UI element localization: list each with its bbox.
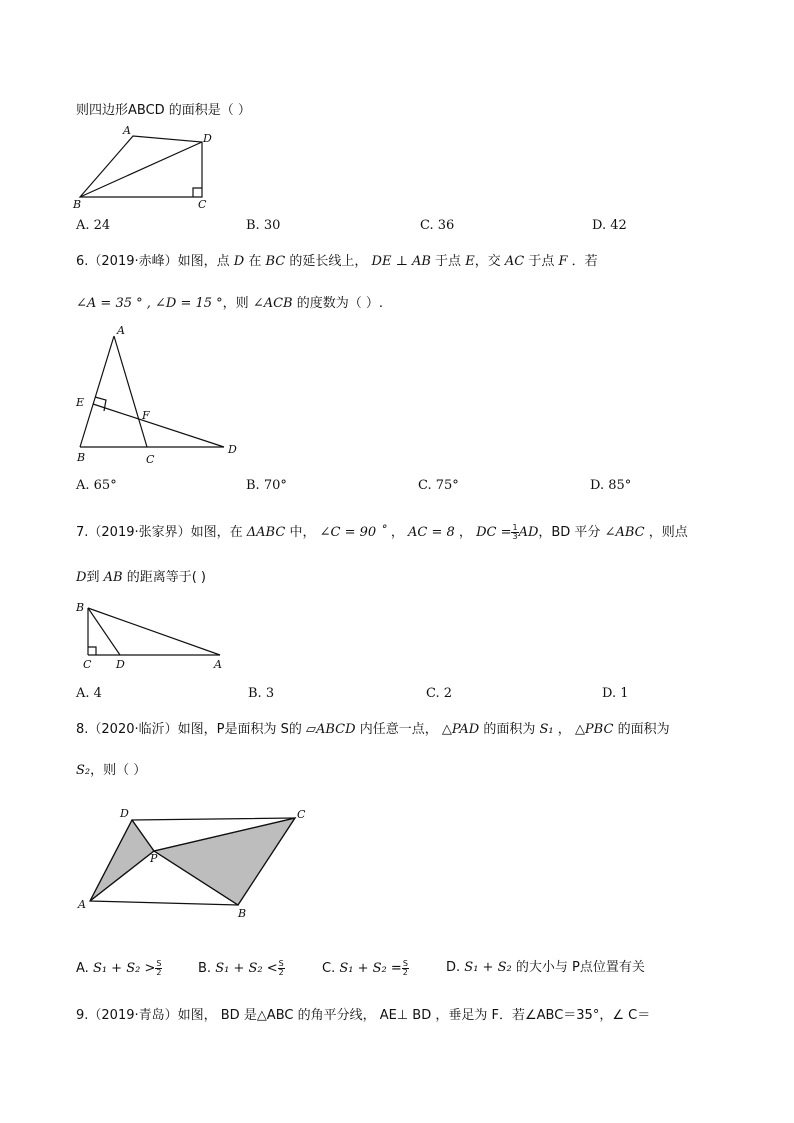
q6-label-F: F: [142, 409, 150, 422]
q8-option-a[interactable]: A. S₁ + S₂ > $\frac{S}{2}$: [76, 959, 162, 977]
q8-label-C: C: [297, 808, 306, 821]
q6-option-d[interactable]: D. 85°: [590, 478, 632, 493]
q7-stem-line1: 7.（2019·张家界）如图，在 ΔABC 中， ∠C = 90 ˚ ， AC = 8 ， DC = $\frac{1}{3}$ AD，BD 平分 ∠ABC ，则点: [76, 523, 688, 541]
q5-label-C: C: [198, 198, 207, 211]
q5-option-c[interactable]: C. 36: [420, 218, 455, 233]
q8-option-c[interactable]: C. S₁ + S₂ = $\frac{S}{2}$: [322, 959, 408, 977]
q8-stem-line1: 8.（2020·临沂）如图，P是面积为 S的 ▱ABCD 内任意一点， △PAD 的面积为 S₁ ， △PBC 的面积为: [76, 722, 670, 737]
q8-label-B: B: [238, 907, 247, 920]
q6-label-A: A: [117, 324, 125, 337]
q7-option-c[interactable]: C. 2: [426, 686, 453, 701]
q5-option-d[interactable]: D. 42: [592, 218, 627, 233]
q7-label-B: B: [76, 601, 85, 614]
q8-stem-line2: S₂，则（ ）: [76, 763, 147, 778]
q8-label-D: D: [120, 807, 129, 820]
q6-label-B: B: [77, 451, 86, 464]
q6-stem-line2: ∠A = 35 ° , ∠D = 15 °，则 ∠ACB 的度数为（ ）.: [76, 296, 383, 311]
q9-stem: 9.（2019·青岛）如图， BD 是△ABC 的角平分线， AE⊥ BD ，垂足为 F．若∠ABC＝35°，∠ C＝: [76, 1008, 651, 1023]
q7-right-triangle-figure: [70, 594, 240, 674]
q5-quadrilateral-figure: [70, 122, 220, 212]
q7-label-C: C: [83, 658, 92, 671]
q7-stem-line2: D到 AB 的距离等于( ): [76, 570, 206, 585]
q7-fraction: $\frac{1}{3}$: [512, 523, 518, 541]
q5-label-A: A: [123, 124, 131, 137]
q5-option-a[interactable]: A. 24: [76, 218, 111, 233]
q7-option-b[interactable]: B. 3: [248, 686, 275, 701]
q5-label-D: D: [203, 132, 212, 145]
q5-label-B: B: [73, 198, 82, 211]
q6-stem-line1: 6.（2019·赤峰）如图，点 D 在 BC 的延长线上， DE ⊥ AB 于点 E，交 AC 于点 F ．若: [76, 254, 598, 269]
q6-triangle-figure: [70, 320, 250, 470]
q5-stem: 则四边形ABCD 的面积是（ ）: [76, 103, 251, 118]
q5-option-b[interactable]: B. 30: [246, 218, 281, 233]
q8-option-d[interactable]: D. S₁ + S₂ 的大小与 P点位置有关: [446, 960, 645, 975]
q8-label-A: A: [78, 898, 86, 911]
q6-label-D: D: [228, 443, 237, 456]
q8-label-P: P: [150, 852, 158, 865]
q7-option-a[interactable]: A. 4: [76, 686, 102, 701]
q7-option-d[interactable]: D. 1: [602, 686, 629, 701]
q6-label-E: E: [76, 396, 85, 409]
q6-label-C: C: [146, 453, 155, 466]
q8-parallelogram-figure: [70, 800, 320, 925]
q6-option-b[interactable]: B. 70°: [246, 478, 287, 493]
q7-label-A: A: [214, 658, 222, 671]
q6-option-c[interactable]: C. 75°: [418, 478, 459, 493]
q6-option-a[interactable]: A. 65°: [76, 478, 117, 493]
q7-label-D: D: [116, 658, 125, 671]
q8-option-b[interactable]: B. S₁ + S₂ < $\frac{S}{2}$: [198, 959, 284, 977]
